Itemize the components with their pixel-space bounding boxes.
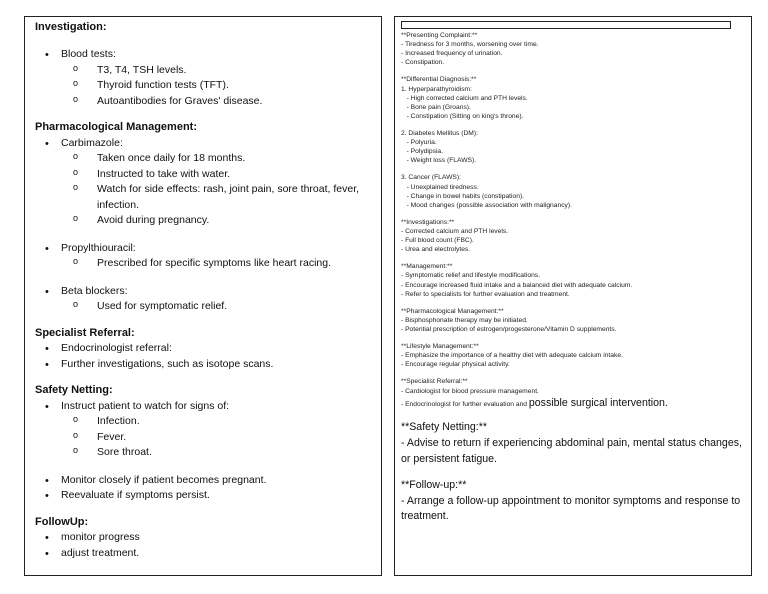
text-line: - Polyuria. [401,139,437,147]
text-line: - Mood changes (possible association with malignancy). [401,201,572,209]
text-line: - Unexplained tiredness. [401,183,479,191]
followup-list [35,530,371,561]
text-line: **Differential Diagnosis:** [401,76,477,84]
list-item: o Autoantibodies for Graves' disease. [85,94,371,110]
list-item: • Instruct patient to watch for signs of: o Infection. o Fever. o Sore throat. [61,399,371,461]
text-line: - Emphasize the importance of a healthy diet with adequate calcium intake. [401,352,623,360]
followup-title: **Follow-up:** [401,478,467,491]
referral-list [35,341,371,372]
management-block [401,262,745,298]
list-item: o Sore throat. [85,445,371,461]
list-item: o Instructed to take with water. [85,167,371,183]
list-item: • adjust treatment. [61,546,371,562]
safety-heading: Safety Netting: [35,384,113,397]
list-item: • monitor progress [61,530,371,546]
followup-text: - Arrange a follow-up appointment to monitor symptoms and response to treatment. [401,494,744,523]
differential-block-2 [401,129,745,165]
text-line: - Corrected calcium and PTH levels. [401,227,509,235]
text-line: - Constipation (Sitting on king's throne). [401,112,524,120]
text-line: **Presenting Complaint:** [401,32,478,39]
text-line: - Bisphosphonate therapy may be initiated. [401,316,528,324]
list-item: o Watch for side effects: rash, joint pain, sore throat, fever, infection. [85,182,371,213]
list-item: • Carbimazole: o Taken once daily for 18 months. o Instructed to take with water. o Watch for side effects: rash, joint pain, sore throat, fever, infection. o Avoid during pregnancy. [61,136,371,229]
safety-list [35,399,371,461]
text-line: - High corrected calcium and PTH levels. [401,94,528,102]
pharm-heading: Pharmacological Management: [35,121,197,134]
text-line: 2. Diabetes Mellitus (DM): [401,129,478,137]
text-line: **Pharmacological Management:** [401,307,504,315]
text-line: - Change in bowel habits (constipation). [401,192,525,200]
text-line: **Specialist Referral:** [401,378,468,386]
text-line: - Symptomatic relief and lifestyle modifications. [401,272,541,280]
text-line: - Potential prescription of estrogen/progesterone/Vitamin D supplements. [401,325,617,333]
text-line: - Encourage increased fluid intake and a balanced diet with adequate calcium. [401,281,633,289]
blood-tests-sublist [61,63,371,110]
lifestyle-block [401,342,745,369]
list-item: • Endocrinologist referral: [61,341,371,357]
text-line: - Bone pain (Groans). [401,103,471,111]
text-line: - Urea and electrolytes. [401,246,471,254]
list-item: o Infection. [85,414,371,430]
text-line: - Cardiologist for blood pressure management. [401,387,539,395]
referral-block [401,377,745,395]
text-line: 1. Hyperparathyroidism: [401,85,472,93]
text-line: **Lifestyle Management:** [401,343,479,351]
safety-netting-text: - Advise to return if experiencing abdominal pain, mental status changes, or persistent fatigue. [401,436,745,465]
text-line: - Weight loss (FLAWS). [401,157,477,165]
list-item: o Used for symptomatic relief. [85,299,371,315]
text-line: - Increased frequency of urination. [401,50,503,58]
list-item: o T3, T4, TSH levels. [85,63,371,79]
text-line: **Management:** [401,263,453,271]
list-item: • Reevaluate if symptoms persist. [61,488,371,504]
investigation-heading: Investigation: [35,21,107,33]
list-item: • Blood tests: o T3, T4, TSH levels. o Thyroid function tests (TFT). o Autoantibodies for Graves' disease. [61,47,371,109]
text-line: - Polydipsia. [401,148,444,156]
list-item: o Avoid during pregnancy. [85,213,371,229]
list-item: o Fever. [85,430,371,446]
text-line: - Refer to specialists for further evaluation and treatment. [401,290,570,298]
text-line: 3. Cancer (FLAWS): [401,174,461,182]
list-item: • Further investigations, such as isotope scans. [61,357,371,373]
text-line: - Tiredness for 3 months, worsening over time. [401,41,539,49]
investigation-list [35,47,371,109]
list-item: • Propylthiouracil: o Prescribed for specific symptoms like heart racing. [61,241,371,272]
differential-block-3 [401,173,745,209]
list-item: o Prescribed for specific symptoms like heart racing. [85,256,371,272]
followup-heading: FollowUp: [35,515,89,528]
list-item: o Thyroid function tests (TFT). [85,78,371,94]
right-document-page [394,16,752,576]
header-box [401,21,731,29]
investigations-block [401,218,745,254]
referral-heading: Specialist Referral: [35,326,135,339]
endocrinologist-line: - Endocrinologist for further evaluation and possible surgical intervention. [401,396,668,409]
list-item: • Beta blockers: o Used for symptomatic relief. [61,284,371,315]
left-document-page [24,16,382,576]
text-line: **Investigations:** [401,218,455,226]
pharm-block [401,307,745,334]
text-line: - Constipation. [401,59,445,67]
pharm-list [35,136,371,229]
text-line: - Full blood count (FBC). [401,237,474,245]
text-line: - Encourage regular physical activity. [401,361,510,369]
list-item: • Monitor closely if patient becomes pregnant. [61,473,371,489]
presenting-complaint-block [401,31,745,67]
list-item: o Taken once daily for 18 months. [85,151,371,167]
safety-netting-title: **Safety Netting:** [401,421,487,434]
differential-block-1 [401,75,745,121]
